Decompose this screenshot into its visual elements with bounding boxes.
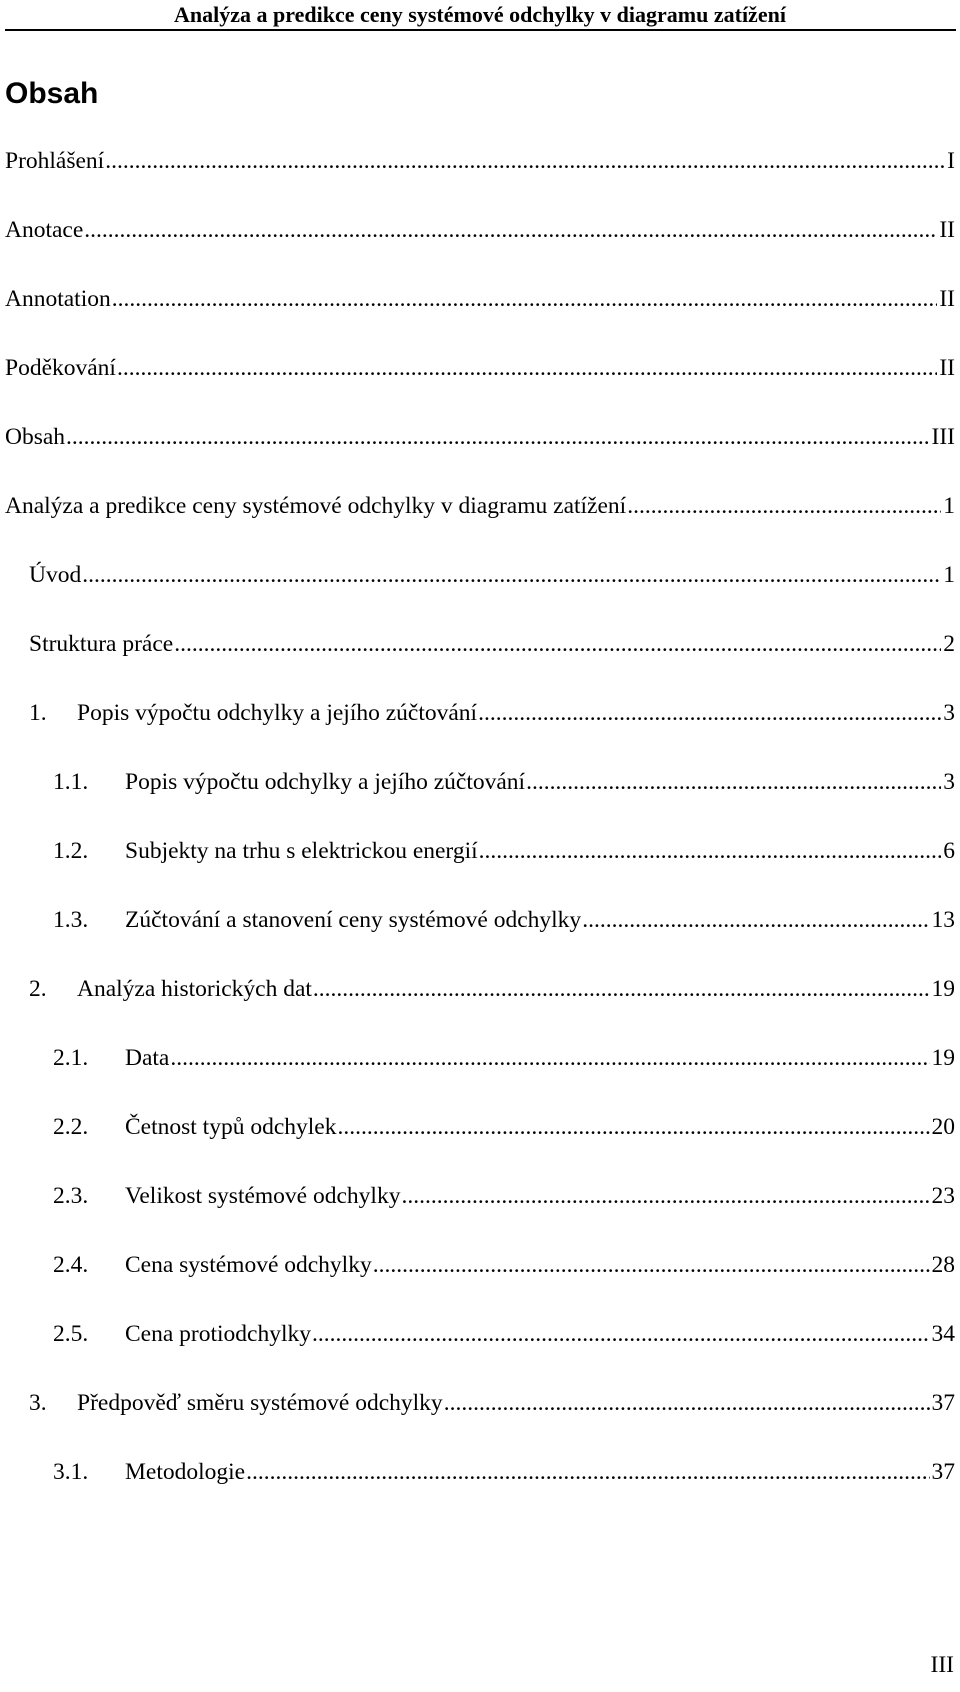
toc-entry-section-2-2[interactable] xyxy=(53,1112,955,1142)
toc-entry-number: 1.1. xyxy=(53,769,89,795)
toc-leader-dots xyxy=(82,560,941,590)
toc-entry-number: 3.1. xyxy=(53,1459,89,1485)
toc-entry-number: 2.5. xyxy=(53,1321,89,1347)
toc-leader-dots xyxy=(313,974,930,1004)
toc-leader-dots xyxy=(582,905,929,935)
toc-entry-uvod[interactable] xyxy=(29,560,955,590)
toc-entry-number: 2. xyxy=(29,976,47,1002)
toc-entry-page: I xyxy=(947,148,955,174)
toc-entry-page: 2 xyxy=(943,631,955,657)
toc-entry-chapter-2[interactable] xyxy=(29,974,955,1004)
toc-entry-title: Analýza historických dat xyxy=(77,976,312,1002)
toc-entry-page: II xyxy=(939,355,955,381)
toc-entry-section-1-1[interactable] xyxy=(53,767,955,797)
running-header-title: Analýza a predikce ceny systémové odchylky v diagramu zatížení xyxy=(174,2,786,27)
toc-entry-title: Úvod xyxy=(29,562,82,588)
toc-entry-page: 19 xyxy=(931,1045,955,1071)
toc-entry-annotation[interactable] xyxy=(5,284,955,314)
toc-entry-title: Poděkování xyxy=(5,355,116,381)
toc-entry-title: Subjekty na trhu s elektrickou energií xyxy=(125,838,478,864)
toc-entry-page: II xyxy=(939,286,955,312)
toc-heading: Obsah xyxy=(5,77,99,110)
page-number: III xyxy=(930,1652,954,1678)
toc-leader-dots xyxy=(627,491,941,521)
toc-entry-number: 2.4. xyxy=(53,1252,89,1278)
toc-entry-number: 1.2. xyxy=(53,838,89,864)
toc-entry-page: 3 xyxy=(943,700,955,726)
toc-entry-obsah[interactable] xyxy=(5,422,955,452)
toc-leader-dots xyxy=(373,1250,930,1280)
toc-leader-dots xyxy=(478,698,941,728)
toc-entry-section-2-3[interactable] xyxy=(53,1181,955,1211)
header-rule xyxy=(5,29,956,31)
toc-entry-page: 23 xyxy=(931,1183,955,1209)
toc-entry-page: 1 xyxy=(943,493,955,519)
toc-entry-anotace[interactable] xyxy=(5,215,955,245)
toc-entry-number: 3. xyxy=(29,1390,47,1416)
toc-entry-title: Metodologie xyxy=(125,1459,246,1485)
toc-entry-number: 2.1. xyxy=(53,1045,89,1071)
toc-entry-title: Prohlášení xyxy=(5,148,105,174)
toc-entry-title: Data xyxy=(125,1045,170,1071)
toc-entry-section-3-1[interactable] xyxy=(53,1457,955,1487)
toc-entry-title: Velikost systémové odchylky xyxy=(125,1183,401,1209)
toc-entry-number: 2.3. xyxy=(53,1183,89,1209)
toc-entry-title: Annotation xyxy=(5,286,111,312)
toc-leader-dots xyxy=(105,146,945,176)
toc-leader-dots xyxy=(84,215,937,245)
toc-entry-page: III xyxy=(931,424,955,450)
toc-entry-title: Obsah xyxy=(5,424,66,450)
toc-entry-title: Cena protiodchylky xyxy=(125,1321,312,1347)
toc-entry-section-2-5[interactable] xyxy=(53,1319,955,1349)
toc-entry-chapter-1[interactable] xyxy=(29,698,955,728)
toc-entry-page: 20 xyxy=(931,1114,955,1140)
toc-leader-dots xyxy=(337,1112,929,1142)
toc-entry-page: 1 xyxy=(943,562,955,588)
toc-entry-page: 3 xyxy=(943,769,955,795)
toc-leader-dots xyxy=(479,836,942,866)
toc-entry-title: Popis výpočtu odchylky a jejího zúčtování xyxy=(125,769,526,795)
toc-leader-dots xyxy=(401,1181,929,1211)
toc-entry-number: 1.3. xyxy=(53,907,89,933)
toc-entry-title: Struktura práce xyxy=(29,631,174,657)
toc-entry-struktura-prace[interactable] xyxy=(29,629,955,659)
toc-entry-title: Četnost typů odchylek xyxy=(125,1114,337,1140)
toc-entry-title: Předpověď směru systémové odchylky xyxy=(77,1390,443,1416)
toc-leader-dots xyxy=(66,422,929,452)
toc-entry-title: Anotace xyxy=(5,217,84,243)
toc-leader-dots xyxy=(170,1043,929,1073)
toc-entry-page: 34 xyxy=(931,1321,955,1347)
toc-leader-dots xyxy=(174,629,941,659)
toc-leader-dots xyxy=(444,1388,930,1418)
toc-entry-section-1-2[interactable] xyxy=(53,836,955,866)
toc-entry-title: Analýza a predikce ceny systémové odchylky v diagramu zatížení xyxy=(5,493,627,519)
toc-entry-page: 19 xyxy=(931,976,955,1002)
toc-entry-number: 2.2. xyxy=(53,1114,89,1140)
toc-entry-page: II xyxy=(939,217,955,243)
toc-entry-page: 28 xyxy=(931,1252,955,1278)
toc-entry-section-2-1[interactable] xyxy=(53,1043,955,1073)
toc-entry-page: 37 xyxy=(931,1459,955,1485)
toc-entry-prohlaseni[interactable] xyxy=(5,146,955,176)
toc-entry-page: 13 xyxy=(931,907,955,933)
toc-entry-title: Popis výpočtu odchylky a jejího zúčtování xyxy=(77,700,478,726)
toc-leader-dots xyxy=(117,353,937,383)
toc-leader-dots xyxy=(112,284,938,314)
toc-entry-podekovani[interactable] xyxy=(5,353,955,383)
toc-entry-page: 37 xyxy=(931,1390,955,1416)
toc-leader-dots xyxy=(312,1319,929,1349)
toc-entry-chapter-3[interactable] xyxy=(29,1388,955,1418)
toc-entry-number: 1. xyxy=(29,700,47,726)
toc-entry-section-1-3[interactable] xyxy=(53,905,955,935)
toc-entry-section-2-4[interactable] xyxy=(53,1250,955,1280)
running-header xyxy=(0,0,960,30)
toc-entry-title: Cena systémové odchylky xyxy=(125,1252,372,1278)
toc-leader-dots xyxy=(246,1457,929,1487)
toc-entry-analyza-a-predikce[interactable] xyxy=(5,491,955,521)
toc-entry-page: 6 xyxy=(943,838,955,864)
toc-leader-dots xyxy=(526,767,941,797)
toc-entry-title: Zúčtování a stanovení ceny systémové odchylky xyxy=(125,907,582,933)
